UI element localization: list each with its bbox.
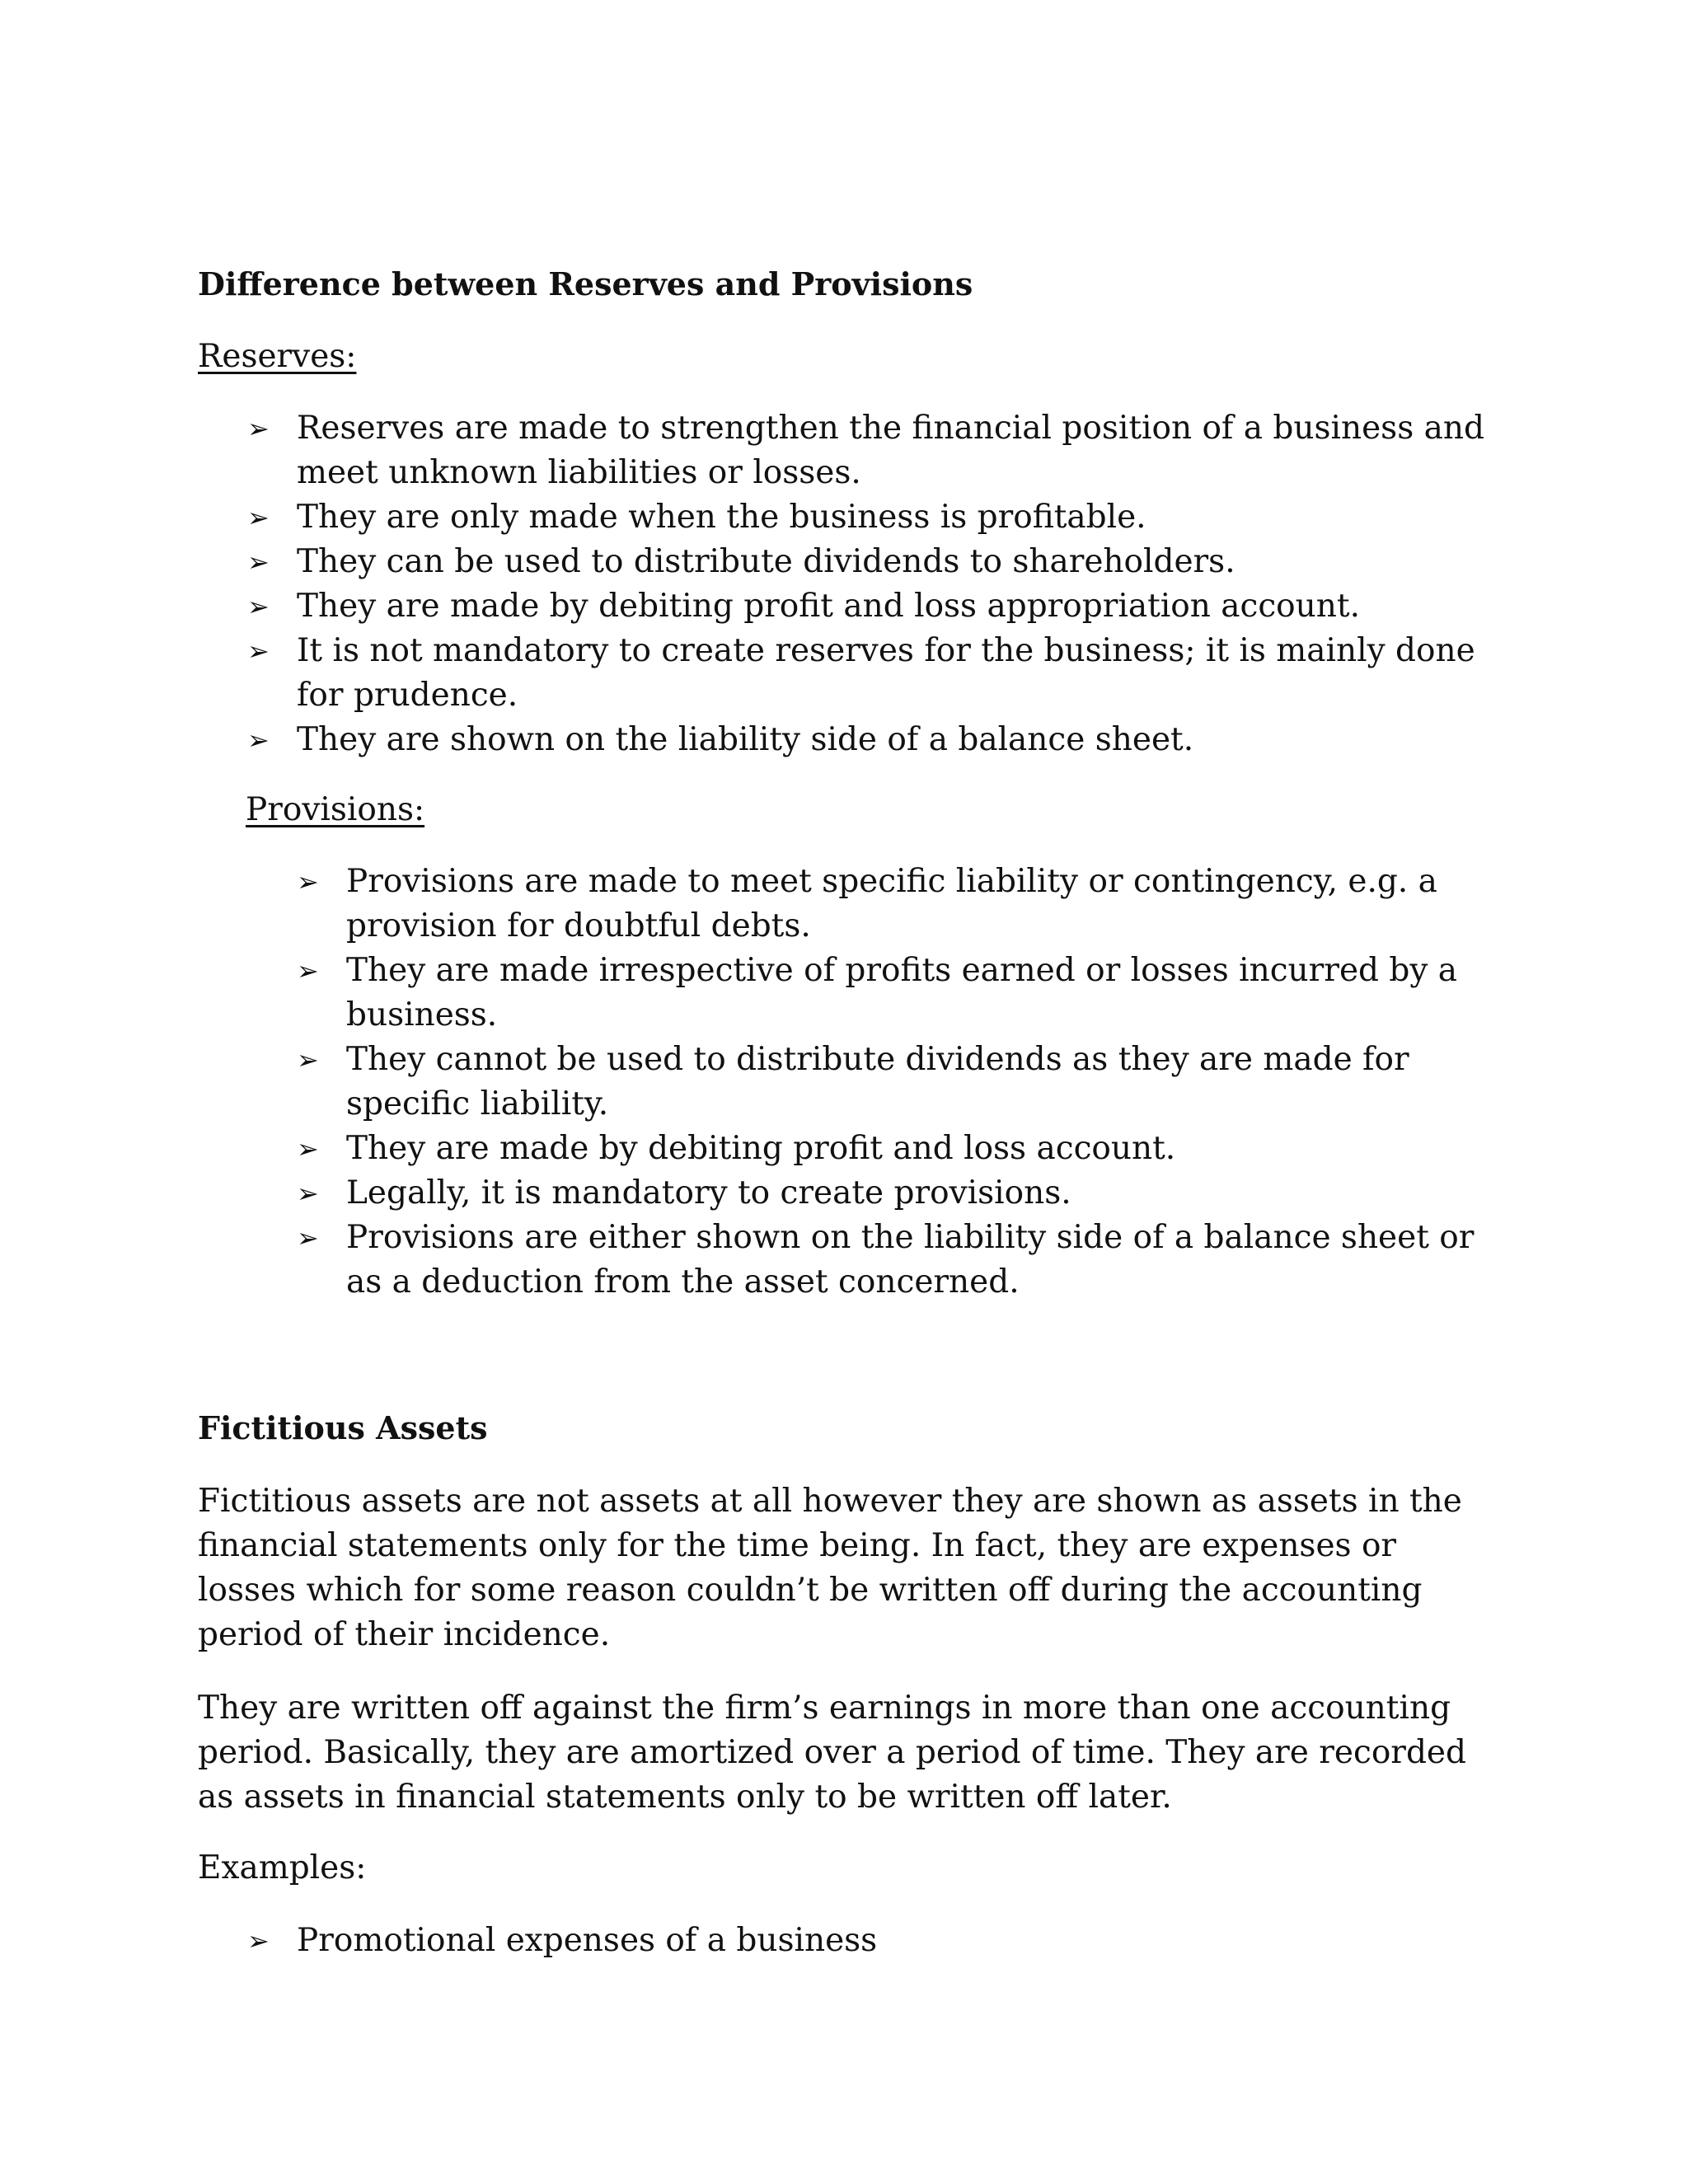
section-title: Fictitious Assets — [198, 1409, 488, 1446]
paragraph-block — [198, 1479, 1500, 1657]
reserves-list — [198, 406, 1500, 762]
list-item: ➢ They are made by debiting profit and loss appropriation account. — [198, 584, 1500, 629]
provisions-label: Provisions: — [246, 791, 425, 828]
section-title: Difference between Reserves and Provisions — [198, 265, 973, 302]
arrow-bullet-icon: ➢ — [247, 413, 270, 444]
section-fictitious-assets — [198, 1406, 1500, 1451]
list-item: ➢ They are shown on the liability side of a balance sheet. — [198, 718, 1500, 762]
arrow-bullet-icon: ➢ — [297, 866, 319, 898]
arrow-bullet-icon: ➢ — [247, 591, 270, 622]
list-item: ➢ They are only made when the business is profitable. — [198, 495, 1500, 540]
reserves-block — [198, 335, 1500, 379]
provisions-block — [246, 788, 1548, 832]
list-item: ➢ Provisions are either shown on the liability side of a balance sheet or as a deduction from the asset concerned. — [198, 1216, 1500, 1305]
list-item: ➢ They are made irrespective of profits earned or losses incurred by a business. — [198, 949, 1500, 1038]
arrow-bullet-icon: ➢ — [247, 1925, 270, 1957]
list-item: ➢ Provisions are made to meet specific liability or contingency, e.g. a provision for doubtful debts. — [198, 860, 1500, 949]
paragraph: They are written off against the firm’s earnings in more than one accounting period. Basically, they are amortized over a period of time. They are recorded as assets in financial statements only to be written off later. — [198, 1690, 1466, 1816]
arrow-bullet-icon: ➢ — [247, 724, 270, 756]
arrow-bullet-icon: ➢ — [247, 546, 270, 578]
paragraph-block — [198, 1686, 1500, 1820]
arrow-bullet-icon: ➢ — [297, 955, 319, 987]
examples-list-block — [198, 1919, 1500, 1963]
paragraph: Fictitious assets are not assets at all however they are shown as assets in the financial statements only for the time being. In fact, they are expenses or losses which for some reason couldn’t be written off during the accounting period of their incidence. — [198, 1483, 1462, 1653]
list-item: ➢ Promotional expenses of a business — [198, 1919, 1500, 1963]
list-item: ➢ They can be used to distribute dividends to shareholders. — [198, 540, 1500, 584]
list-item: ➢ They cannot be used to distribute dividends as they are made for specific liability. — [198, 1038, 1500, 1127]
list-item: ➢ Reserves are made to strengthen the financial position of a business and meet unknown liabilities or losses. — [198, 406, 1500, 495]
examples-list — [198, 1919, 1500, 1963]
arrow-bullet-icon: ➢ — [247, 502, 270, 533]
list-item: ➢ It is not mandatory to create reserves for the business; it is mainly done for prudence. — [198, 629, 1500, 718]
arrow-bullet-icon: ➢ — [247, 635, 270, 667]
arrow-bullet-icon: ➢ — [297, 1222, 319, 1254]
examples-label: Examples: — [198, 1849, 367, 1886]
provisions-list — [198, 860, 1500, 1305]
examples-block — [198, 1846, 1500, 1891]
reserves-list-block — [198, 406, 1500, 762]
list-item: ➢ Legally, it is mandatory to create provisions. — [198, 1171, 1500, 1216]
reserves-label: Reserves: — [198, 338, 357, 375]
arrow-bullet-icon: ➢ — [297, 1044, 319, 1076]
provisions-list-block — [198, 860, 1500, 1305]
arrow-bullet-icon: ➢ — [297, 1178, 319, 1209]
list-item: ➢ They are made by debiting profit and loss account. — [198, 1127, 1500, 1171]
arrow-bullet-icon: ➢ — [297, 1133, 319, 1165]
section-reserves-provisions — [198, 262, 1500, 307]
